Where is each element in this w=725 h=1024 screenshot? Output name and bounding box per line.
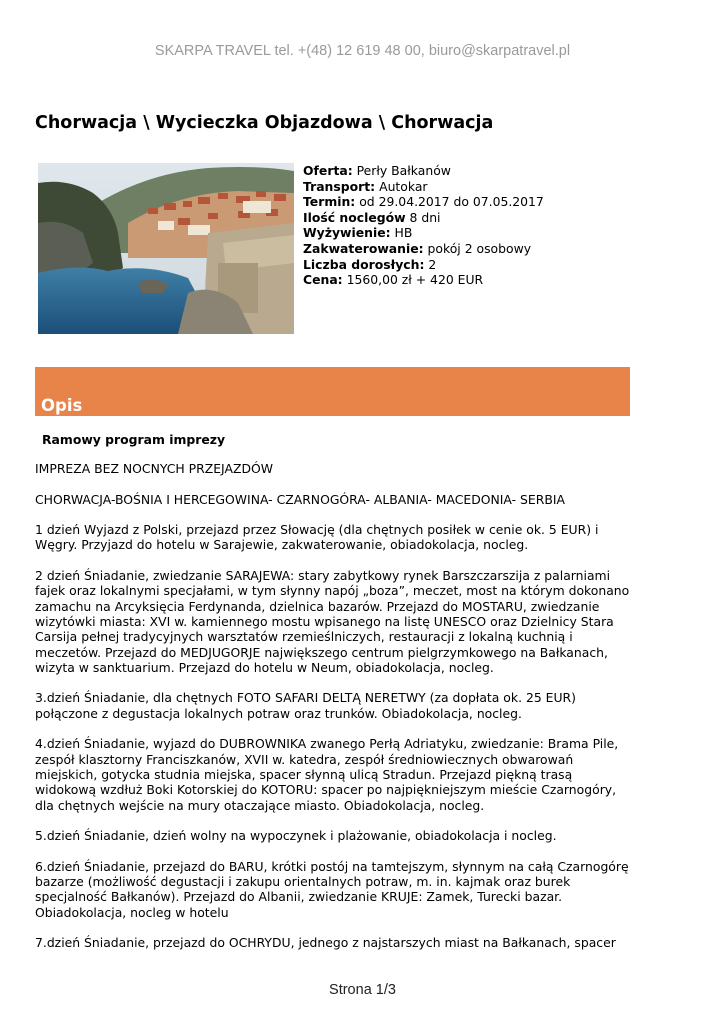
program-text — [35, 461, 635, 966]
paragraph: IMPREZA BEZ NOCNYCH PRZEJAZDÓW — [35, 461, 273, 476]
offer-row-dates: Termin: od 29.04.2017 do 07.05.2017 — [303, 194, 544, 210]
paragraph: 2 dzień Śniadanie, zwiedzanie SARAJEWA: stary zabytkowy rynek Barszczarszija z palarniami fajek oraz lokalnymi specjałami, w tym słynny napój „boza”, meczet, most na którym dokonano zamachu na Arcyksięcia Ferdynanda, dzielnica bazarów. Przejazd do MOSTARU, zwiedzanie wizytówki miasta: XVI w. kamiennego mostu wpisanego na listę UNESCO oraz Dzielnicy Stara Carsija pełnej tradycyjnych warsztatów rzemieślniczych, restauracji z lokalną kuchnią i meczetów. Przejazd do MEDJUGORJE największego centrum pielgrzymkowego na Bałkanach, wizyta w sanktuarium. Przejazd do hotelu w Neum, obiadokolacja, nocleg. — [35, 568, 630, 675]
offer-row-transport: Transport: Autokar — [303, 178, 428, 194]
paragraph: 6.dzień Śniadanie, przejazd do BARU, krótki postój na tamtejszym, słynnym na całą Czarnogórę bazarze (możliwość degustacji i zakupu orientalnych potraw, m. in. kajmak oraz burek specjalność Bałkanów). Przejazd do Albanii, zwiedzanie KRUJE: Zamek, Turecki bazar. Obiadokolacja, nocleg w hotelu — [35, 858, 629, 920]
paragraph: 4.dzień Śniadanie, wyjazd do DUBROWNIKA zwanego Perłą Adriatyku, zwiedzanie: Brama Pile, zespół klasztorny Franciszkanów, XVII w. katedra, zespół średniowiecznych obwarowań miejskich, gotycka studnia miejska, spacer słynną ulicą Stradun. Przejazd piękną trasą widokową wzdłuż Boki Kotorskiej do KOTORU: spacer po najpiękniejszym mieście Czarnogóry, dla chętnych wejście na mury otaczające miasto. Obiadokolacja, nocleg. — [35, 736, 619, 813]
offer-row-offer: Oferta: Perły Bałkanów — [303, 163, 451, 178]
offer-row-accommodation: Zakwaterowanie: pokój 2 osobowy — [303, 240, 532, 256]
paragraph: 7.dzień Śniadanie, przejazd do OCHRYDU, jednego z najstarszych miast na Bałkanach, spacer — [35, 935, 616, 951]
paragraph: 3.dzień Śniadanie, dla chętnych FOTO SAFARI DELTĄ NERETWY (za dopłata ok. 25 EUR) połączone z degustacja lokalnych potraw oraz trunków. Obiadokolacja, nocleg. — [35, 690, 576, 721]
offer-row-nights: Ilość noclegów 8 dni — [303, 209, 441, 225]
page-number: Strona 1/3 — [329, 982, 396, 998]
page-title: Chorwacja \ Wycieczka Objazdowa \ Chorwacja — [35, 113, 494, 133]
destination-photo — [38, 163, 294, 334]
section-title: Opis — [41, 396, 83, 415]
offer-details — [303, 163, 544, 288]
agency-contact-header: SKARPA TRAVEL tel. +(48) 12 619 48 00, biuro@skarpatravel.pl — [154, 43, 571, 59]
paragraph: CHORWACJA-BOŚNIA I HERCEGOWINA- CZARNOGÓRA- ALBANIA- MACEDONIA- SERBIA — [35, 491, 565, 507]
paragraph: 1 dzień Wyjazd z Polski, przejazd przez Słowację (dla chętnych posiłek w cenie ok. 5 EUR) i Węgry. Przyjazd do hotelu w Sarajewie, zakwaterowanie, obiadokolacja, nocleg. — [35, 522, 599, 553]
program-subtitle: Ramowy program imprezy — [42, 432, 226, 447]
offer-row-board: Wyżywienie: HB — [303, 225, 413, 241]
description-section-header — [35, 367, 630, 416]
offer-row-price: Cena: 1560,00 zł + 420 EUR — [303, 272, 484, 288]
paragraph: 5.dzień Śniadanie, dzień wolny na wypoczynek i plażowanie, obiadokolacja i nocleg. — [35, 828, 557, 844]
offer-row-adults: Liczba dorosłych: 2 — [303, 256, 437, 272]
